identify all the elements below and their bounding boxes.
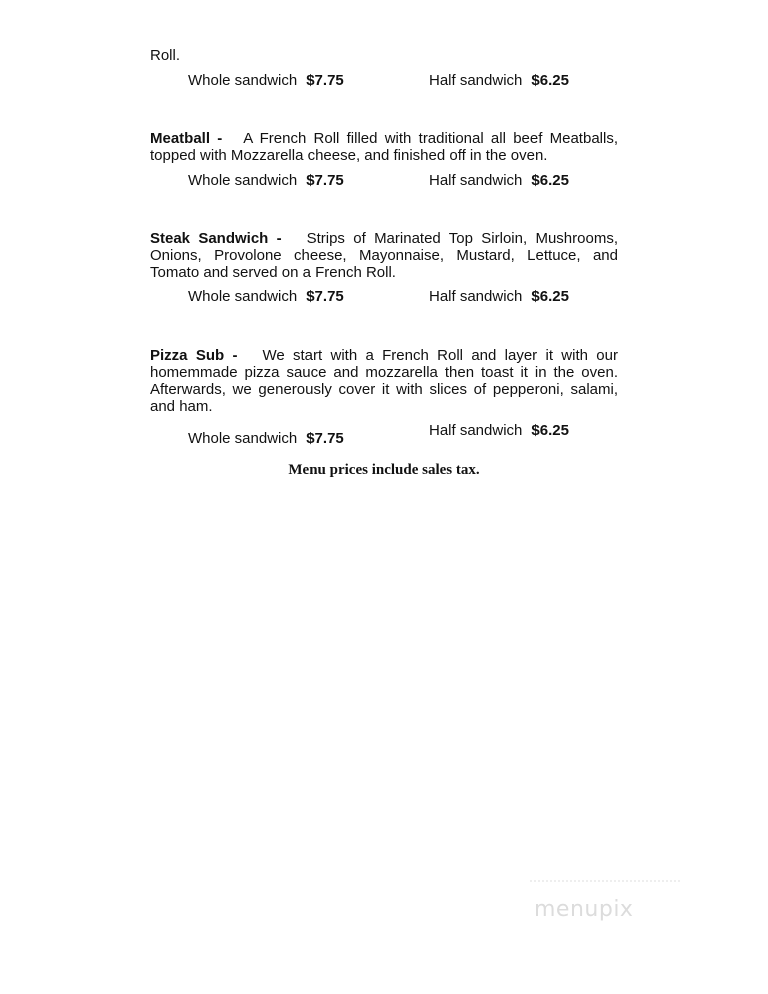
- whole-price: [188, 430, 344, 447]
- half-amount: $6.25: [531, 172, 569, 189]
- half-amount: $6.25: [531, 288, 569, 305]
- item-text: A French Roll filled with traditional all beef Meatballs, topped with Mozzarella cheese, and finished off in the oven.: [150, 130, 618, 164]
- whole-label: Whole sandwich: [188, 430, 298, 447]
- whole-price: [188, 72, 344, 89]
- half-label: Half sandwich: [429, 288, 523, 305]
- whole-price: [188, 288, 344, 305]
- half-label: Half sandwich: [429, 172, 523, 189]
- half-price: [429, 288, 569, 305]
- half-amount: $6.25: [531, 72, 569, 89]
- watermark-logo: menupix: [534, 897, 634, 922]
- whole-amount: $7.75: [306, 172, 344, 189]
- sales-tax-note: Menu prices include sales tax.: [288, 462, 480, 478]
- item-description: [150, 347, 618, 415]
- item-text: Strips of Marinated Top Sirloin, Mushrooms, Onions, Provolone cheese, Mayonnaise, Mustard, Lettuce, and Tomato and served on a French Roll.: [150, 230, 618, 281]
- menu-item-steak-sandwich: [150, 230, 618, 305]
- half-price: [429, 172, 569, 189]
- continued-text: Roll.: [150, 47, 181, 64]
- whole-amount: $7.75: [306, 288, 344, 305]
- half-amount: $6.25: [531, 422, 569, 439]
- item-description: [150, 230, 618, 281]
- menu-item-pizza-sub: [150, 347, 618, 447]
- item-description: [150, 130, 618, 164]
- half-label: Half sandwich: [429, 72, 523, 89]
- continued-item: [150, 47, 180, 64]
- menu-item-meatball: [150, 130, 618, 189]
- whole-label: Whole sandwich: [188, 72, 298, 89]
- half-price: [429, 422, 569, 439]
- item-name: Steak Sandwich -: [150, 230, 282, 247]
- item-name: Meatball -: [150, 130, 223, 147]
- item-text: We start with a French Roll and layer it with our homemmade pizza sauce and mozzarella then toast it in the oven. Afterwards, we generously cover it with slices of pepperoni, salami, and ham.: [150, 347, 618, 415]
- watermark-decoration: [530, 880, 680, 888]
- whole-label: Whole sandwich: [188, 288, 298, 305]
- half-price: [429, 72, 569, 89]
- item-name: Pizza Sub -: [150, 347, 238, 364]
- whole-price: [188, 172, 344, 189]
- whole-amount: $7.75: [306, 72, 344, 89]
- half-label: Half sandwich: [429, 422, 523, 439]
- whole-label: Whole sandwich: [188, 172, 298, 189]
- whole-amount: $7.75: [306, 430, 344, 447]
